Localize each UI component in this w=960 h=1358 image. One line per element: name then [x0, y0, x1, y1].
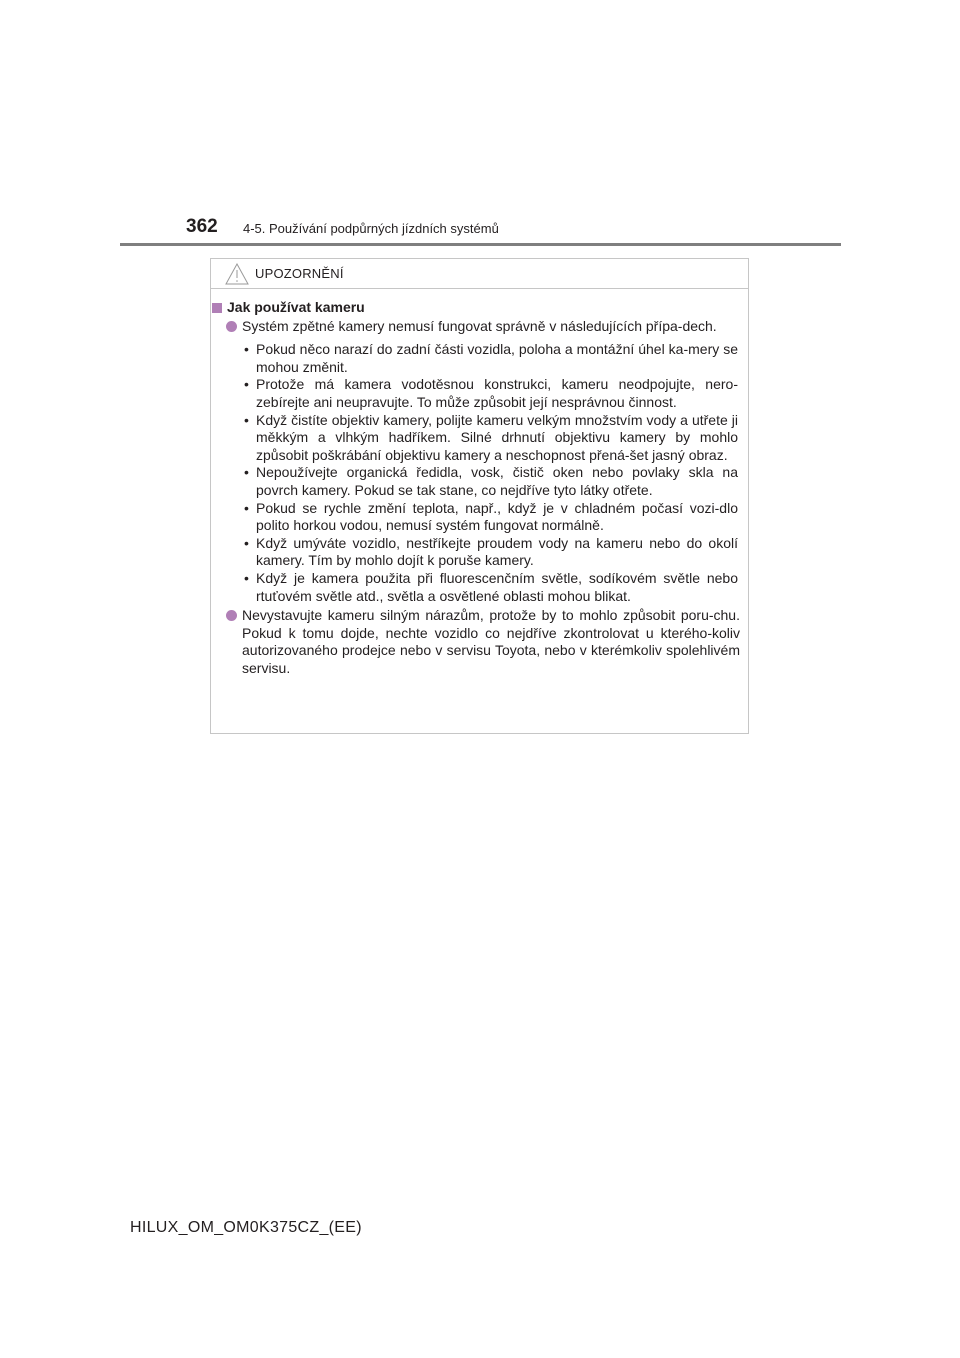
sub-list-item	[211, 341, 748, 376]
sub-list-item	[211, 570, 748, 605]
dot-bullet-icon: •	[244, 499, 249, 516]
square-bullet-icon	[212, 303, 222, 313]
sub-list-item	[211, 376, 748, 411]
sub-list-item	[211, 464, 748, 499]
circle-bullet-icon	[226, 321, 237, 332]
list-item	[211, 318, 748, 336]
warning-label: UPOZORNĚNÍ	[255, 266, 344, 281]
list-item-text: Nevystavujte kameru silným nárazům, protože by to mohlo způsobit poru-chu. Pokud k tomu dojde, nechte vozidlo co nejdříve zkontrolovat u kterého-koliv autorizovaného prodejce nebo v servisu Toyota, nebo v kterémkoliv spolehlivém servisu.	[242, 607, 740, 676]
sub-list	[211, 341, 748, 605]
warning-triangle-icon	[225, 263, 249, 285]
dot-bullet-icon: •	[244, 411, 249, 428]
sub-list-item	[211, 500, 748, 535]
sub-heading-text: Jak používat kameru	[227, 299, 365, 315]
page-number: 362	[186, 216, 218, 237]
sub-list-item-text: Pokud se rychle změní teplota, např., když je v chladném počasí vozi-dlo polito horkou vodou, nemusí systém fungovat normálně.	[256, 499, 738, 534]
dot-bullet-icon: •	[244, 376, 249, 393]
sub-heading	[211, 299, 748, 317]
list-item-text: Systém zpětné kamery nemusí fungovat správně v následujících přípa-dech.	[242, 317, 717, 334]
section-title: 4-5. Používání podpůrných jízdních systémů	[243, 221, 499, 236]
sub-list-item-text: Když je kamera použita při fluorescenčním světle, sodíkovém světle nebo rtuťovém světle atd., světla a osvětlené oblasti mohou blikat.	[256, 569, 738, 604]
sub-list-item-text: Protože má kamera vodotěsnou konstrukci, kameru neodpojujte, nero-zebírejte ani neupravujte. To může způsobit její nesprávnou činnost.	[256, 376, 738, 410]
list-item	[211, 607, 748, 677]
sub-list-item-text: Když čistíte objektiv kamery, polijte kameru velkým množstvím vody a utřete ji měkkým a vlhkým hadříkem. Silné drhnutí objektivu kamery by mohlo způsobit poškrábání objektivu kamery a neschopnost přená-šet jasný obraz.	[256, 411, 738, 463]
warning-box	[210, 258, 749, 734]
warning-content	[211, 299, 748, 677]
warning-header	[211, 259, 748, 289]
header-rule	[120, 243, 841, 246]
sub-list-item-text: Pokud něco narazí do zadní části vozidla, poloha a montážní úhel ka-mery se mohou změnit.	[256, 341, 738, 375]
sub-list-item-text: Když umýváte vozidlo, nestříkejte proudem vody na kameru nebo do okolí kamery. Tím by mohlo dojít k poruše kamery.	[256, 534, 738, 569]
dot-bullet-icon: •	[244, 569, 249, 586]
dot-bullet-icon: •	[244, 464, 249, 481]
circle-bullet-icon	[226, 610, 237, 621]
sub-list-item	[211, 535, 748, 570]
dot-bullet-icon: •	[244, 534, 249, 551]
sub-list-item	[211, 412, 748, 465]
footer-document-code: HILUX_OM_OM0K375CZ_(EE)	[130, 1219, 362, 1236]
sub-list-item-text: Nepoužívejte organická ředidla, vosk, čistič oken nebo povlaky skla na povrch kamery. Pokud se tak stane, co nejdříve tyto látky otřete.	[256, 464, 738, 498]
dot-bullet-icon: •	[244, 341, 249, 358]
